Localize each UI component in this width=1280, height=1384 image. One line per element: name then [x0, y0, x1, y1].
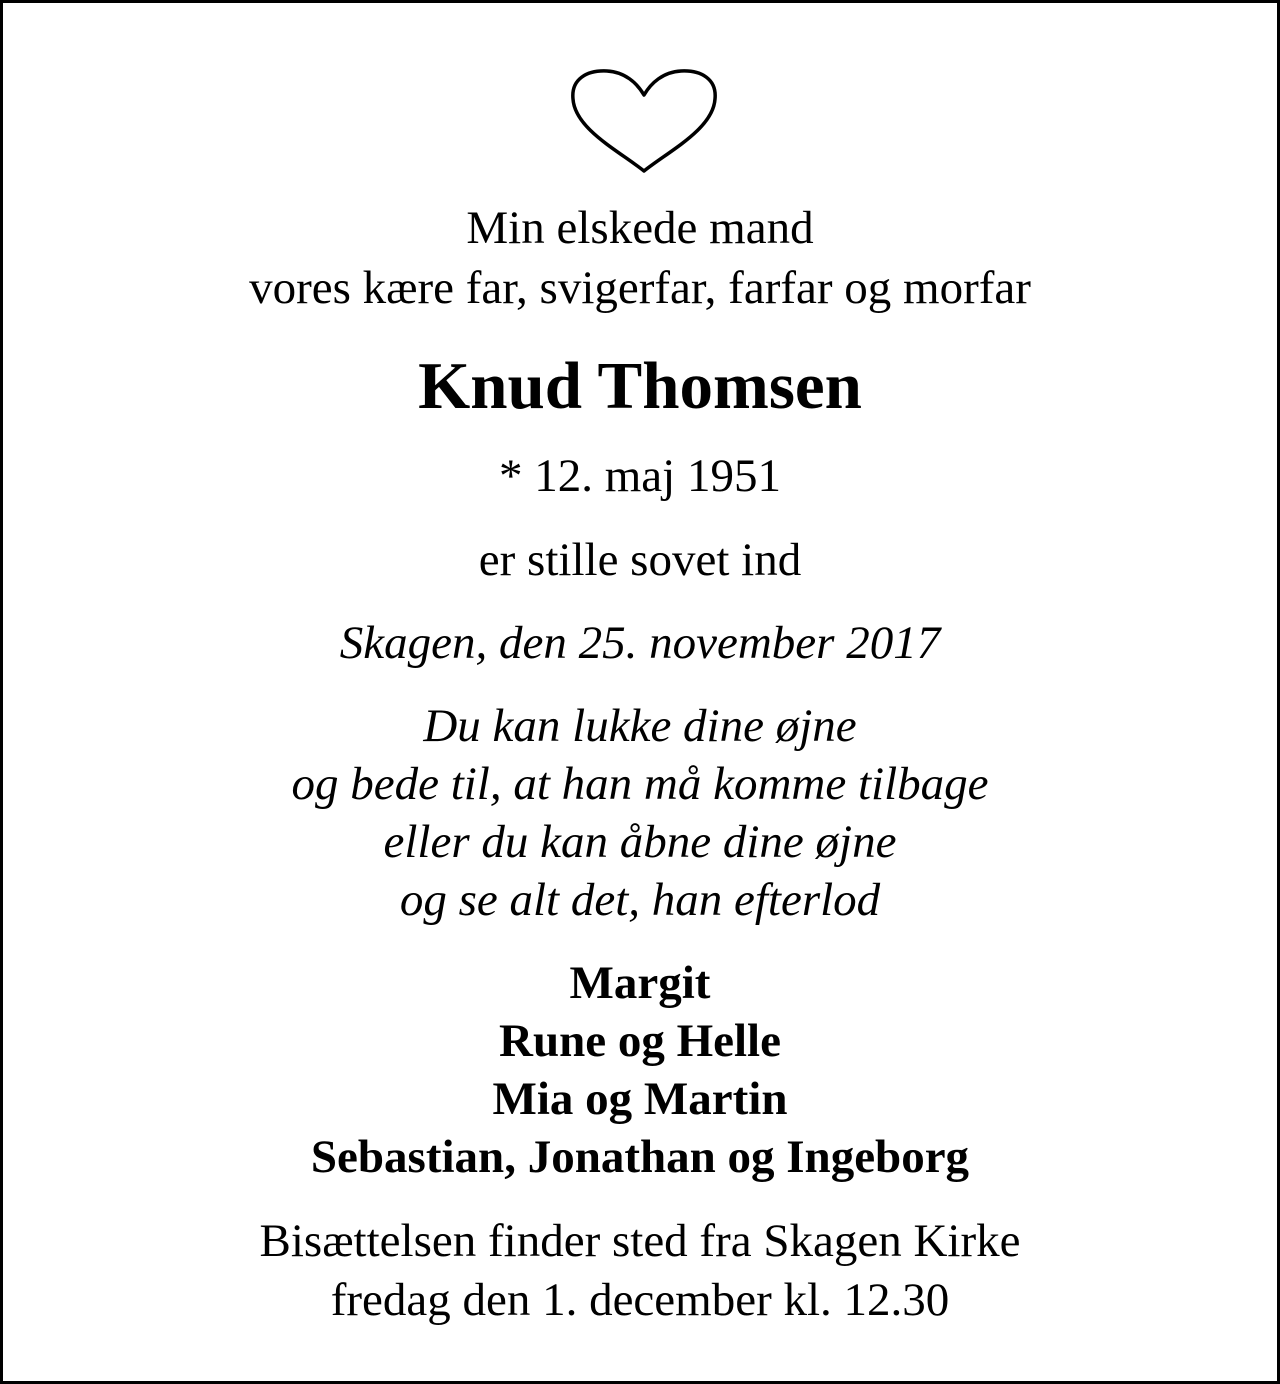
funeral-info-line-1: Bisættelsen finder sted fra Skagen Kirke — [259, 1215, 1021, 1267]
heart-icon — [569, 67, 719, 175]
verse-line-2: og bede til, at han må komme tilbage — [291, 758, 989, 810]
funeral-info-line-2: fredag den 1. december kl. 12.30 — [330, 1274, 950, 1326]
birth-date: * 12. maj 1951 — [499, 450, 781, 502]
place-and-date: Skagen, den 25. november 2017 — [339, 617, 941, 669]
verse-line-1: Du kan lukke dine øjne — [423, 700, 857, 752]
family-line-4: Sebastian, Jonathan og Ingeborg — [310, 1131, 970, 1183]
verse-line-4: og se alt det, han efterlod — [399, 874, 881, 926]
family-line-3: Mia og Martin — [492, 1073, 788, 1125]
intro-line-2: vores kære far, svigerfar, farfar og morfar — [249, 262, 1031, 314]
family-line-2: Rune og Helle — [499, 1015, 781, 1067]
passing-phrase: er stille sovet ind — [478, 534, 802, 586]
verse-line-3: eller du kan åbne dine øjne — [383, 816, 897, 868]
deceased-name: Knud Thomsen — [418, 349, 862, 423]
family-line-1: Margit — [569, 957, 711, 1009]
intro-line-1: Min elskede mand — [466, 202, 814, 254]
